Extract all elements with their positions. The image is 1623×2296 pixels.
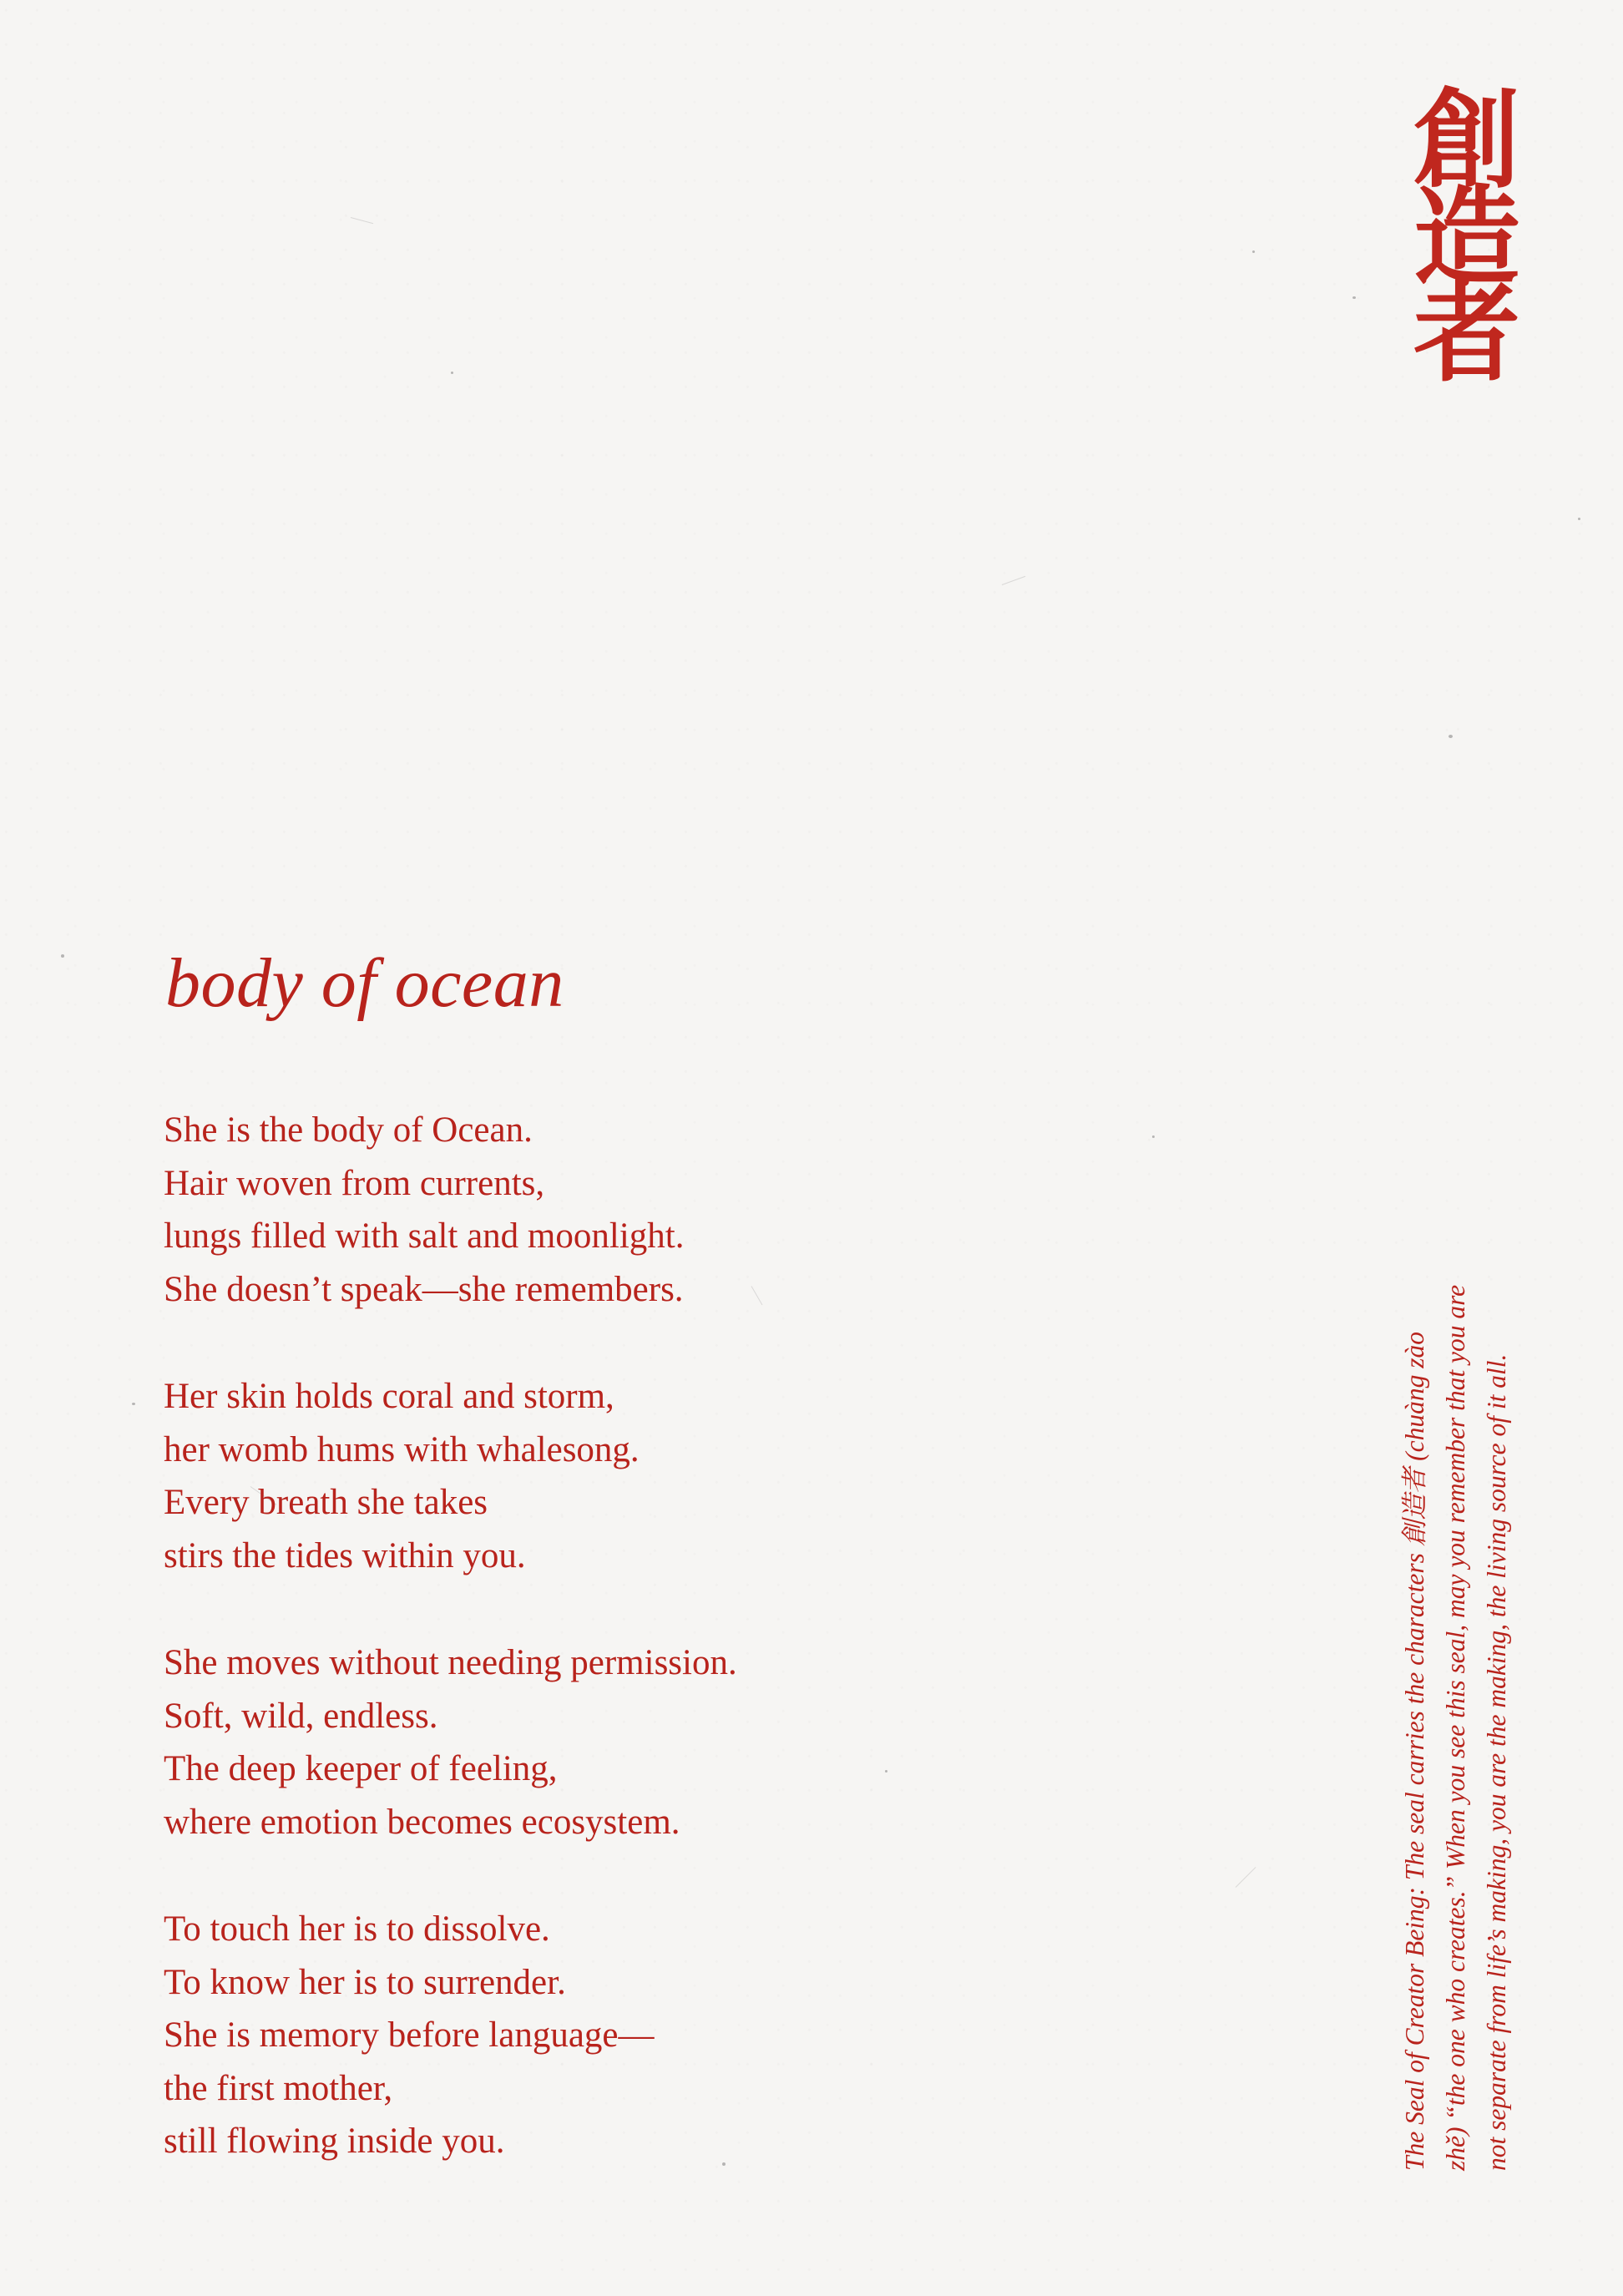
poem-line: To touch her is to dissolve. [164, 1909, 550, 1949]
paper-speck [132, 1403, 135, 1405]
poem-line: where emotion becomes ecosystem. [164, 1802, 680, 1842]
seal-character: 造 [1413, 174, 1520, 300]
poem-stanza [164, 1903, 999, 2168]
poem-title: body of ocean [165, 944, 564, 1022]
caption-line: The Seal of Creator Being: The seal carries the characters 創造者 (chuàng zào [1400, 1332, 1429, 2171]
poem-line: lungs filled with salt and moonlight. [164, 1216, 685, 1256]
poem-line: the first mother, [164, 2068, 393, 2108]
paper-speck [61, 954, 64, 958]
paper-speck [1152, 1135, 1155, 1138]
paper-fiber [351, 217, 373, 224]
poem-line: stirs the tides within you. [164, 1535, 526, 1575]
paper-speck [1449, 735, 1453, 738]
poem-line: Hair woven from currents, [164, 1163, 545, 1203]
seal-character: 者 [1413, 271, 1520, 397]
poem-line: She doesn’t speak—she remembers. [164, 1269, 684, 1309]
paper-fiber [1002, 576, 1026, 585]
caption-line: zhě) “the one who creates.” When you see this seal, may you remember that you are [1441, 1284, 1470, 2171]
poem-line: She moves without needing permission. [164, 1643, 737, 1682]
poem-stanza [164, 1636, 999, 1848]
caption-line: not separate from life’s making, you are the making, the living source of it all. [1482, 1353, 1511, 2171]
poem-line: To know her is to surrender. [164, 1962, 566, 2002]
poem-line: Every breath she takes [164, 1483, 488, 1522]
creator-seal [1404, 78, 1529, 397]
poem-line: Soft, wild, endless. [164, 1696, 438, 1736]
paper-fiber [1236, 1867, 1256, 1888]
poem-stanza [164, 1370, 999, 1582]
poem-line: Her skin holds coral and storm, [164, 1377, 614, 1416]
poem-line: The deep keeper of feeling, [164, 1749, 558, 1788]
seal-character: 創 [1413, 78, 1520, 203]
poem-line: still flowing inside you. [164, 2122, 505, 2161]
paper-speck [451, 372, 453, 374]
poem-line: her womb hums with whalesong. [164, 1429, 640, 1469]
paper-speck [1352, 296, 1356, 299]
poem-body [164, 1104, 999, 2223]
poem-line: She is the body of Ocean. [164, 1110, 533, 1150]
poem-stanza [164, 1104, 999, 1316]
seal-caption [1394, 989, 1517, 2171]
poem-line: She is memory before language— [164, 2015, 655, 2055]
paper-speck [1252, 250, 1255, 253]
seal-caption-container [1394, 989, 1519, 2171]
paper-speck [1578, 518, 1580, 520]
